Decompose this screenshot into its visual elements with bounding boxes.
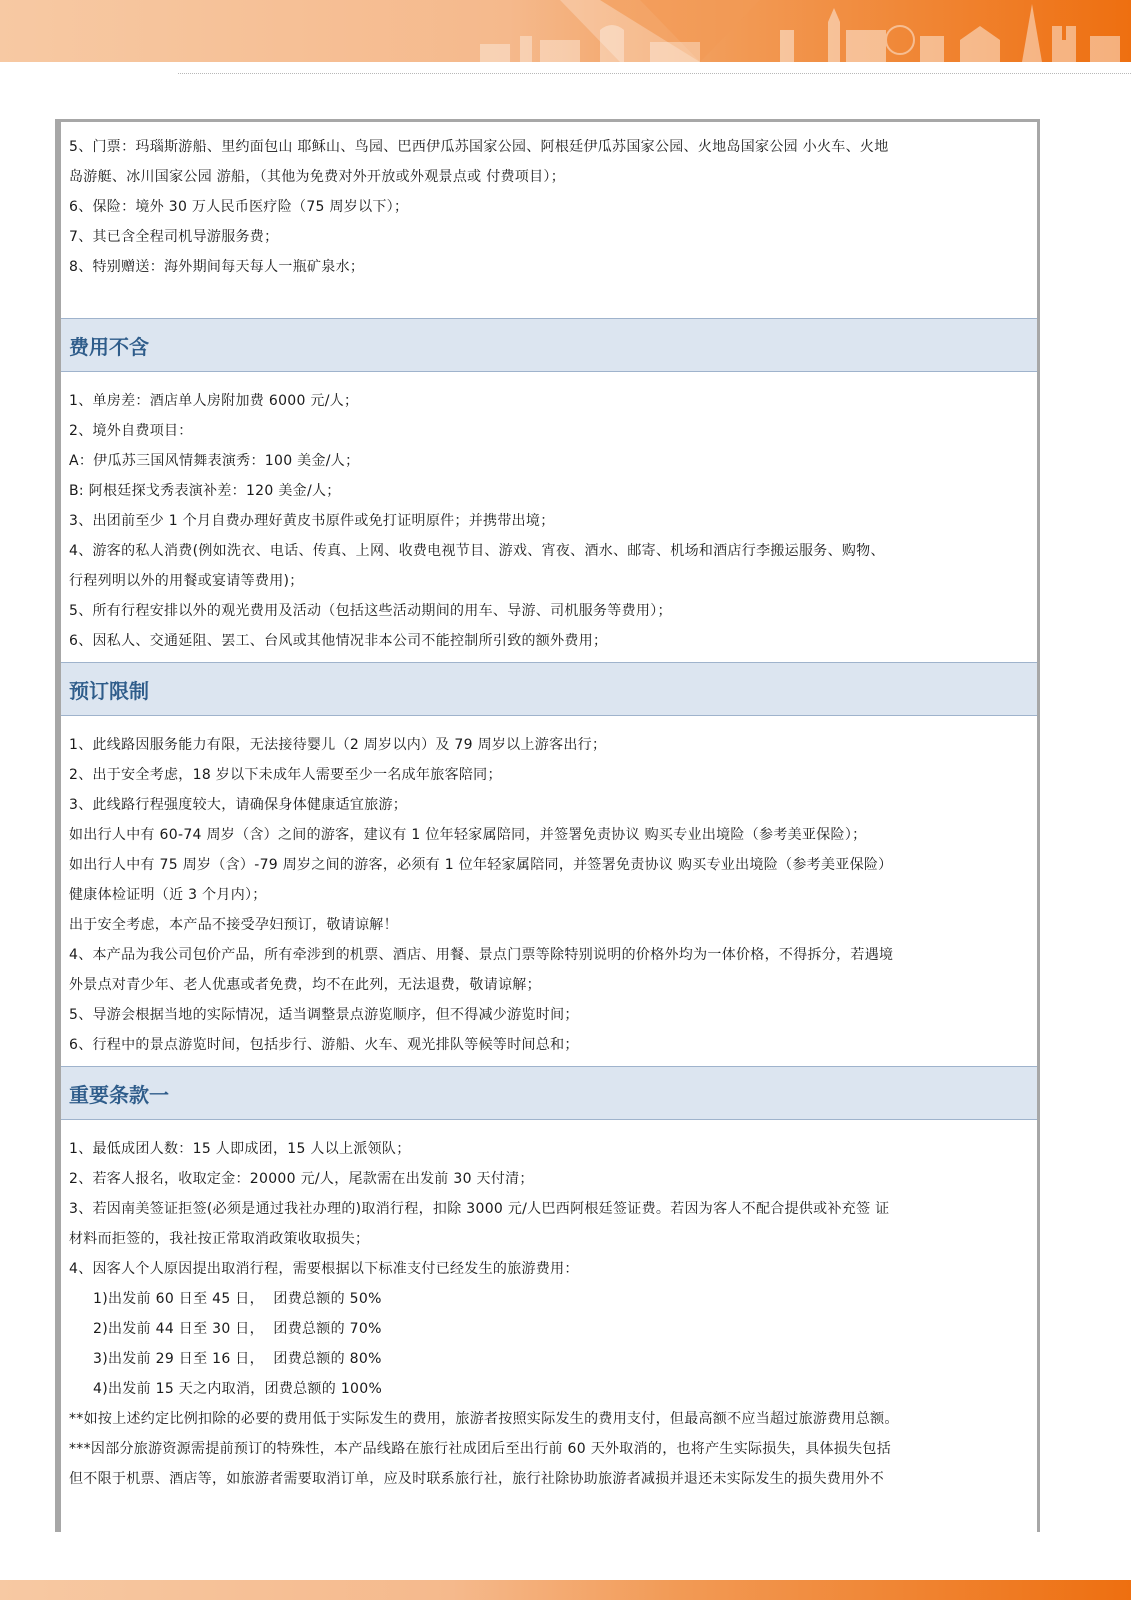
- section-header-booking-restrictions: 预订限制: [61, 662, 1037, 716]
- list-item: B: 阿根廷探戈秀表演补差：120 美金/人；: [69, 483, 341, 499]
- list-item: 行程列明以外的用餐或宴请等费用)；: [69, 573, 304, 589]
- list-item: 材料而拒签的，我社按正常取消政策收取损失；: [69, 1231, 370, 1247]
- list-item: 5、所有行程安排以外的观光费用及活动（包括这些活动期间的用车、导游、司机服务等费用）；: [69, 603, 672, 619]
- list-item: 1、单房差：酒店单人房附加费 6000 元/人；: [69, 393, 359, 409]
- list-item: 1、最低成团人数：15 人即成团，15 人以上派领队；: [69, 1141, 411, 1157]
- cancellation-tier: 4)出发前 15 天之内取消，团费总额的 100%: [93, 1381, 383, 1397]
- bottom-banner: [0, 1580, 1131, 1600]
- list-item: 2、若客人报名，收取定金：20000 元/人，尾款需在出发前 30 天付清；: [69, 1171, 534, 1187]
- important-terms-block: [61, 1120, 1037, 1494]
- content-frame: [55, 119, 1040, 1532]
- list-item: 1、此线路因服务能力有限，无法接待婴儿（2 周岁以内）及 79 周岁以上游客出行；: [69, 737, 607, 753]
- skyline-decoration: [0, 0, 1131, 62]
- fees-excluded-block: [61, 372, 1037, 662]
- list-item: 如出行人中有 60-74 周岁（含）之间的游客，建议有 1 位年轻家属陪同，并签署免责协议 购买专业出境险（参考美亚保险）；: [69, 827, 867, 843]
- list-item: A：伊瓜苏三国风情舞表演秀：100 美金/人；: [69, 453, 360, 469]
- list-item: 如出行人中有 75 周岁（含）-79 周岁之间的游客，必须有 1 位年轻家属陪同，并签署免责协议 购买专业出境险（参考美亚保险）: [69, 857, 893, 873]
- list-item: 3、此线路行程强度较大，请确保身体健康适宜旅游；: [69, 797, 408, 813]
- booking-restrictions-block: [61, 716, 1037, 1066]
- intro-block: [61, 122, 1037, 318]
- header-rule: [178, 73, 1131, 74]
- intro-line: 5、门票：玛瑙斯游船、里约面包山 耶稣山、鸟园、巴西伊瓜苏国家公园、阿根廷伊瓜苏国家公园、火地岛国家公园 小火车、火地: [69, 139, 889, 155]
- cancellation-tier: 1)出发前 60 日至 45 日， 团费总额的 50%: [93, 1291, 382, 1307]
- list-item: 3、出团前至少 1 个月自费办理好黄皮书原件或免打证明原件；并携带出境；: [69, 513, 555, 529]
- note-line: **如按上述约定比例扣除的必要的费用低于实际发生的费用，旅游者按照实际发生的费用支付，但最高额不应当超过旅游费用总额。: [69, 1411, 899, 1427]
- list-item: 3、若因南美签证拒签(必须是通过我社办理的)取消行程，扣除 3000 元/人巴西阿根廷签证费。若因为客人不配合提供或补充签 证: [69, 1201, 890, 1217]
- note-line: ***因部分旅游资源需提前预订的特殊性，本产品线路在旅行社成团后至出行前 60 天外取消的，也将产生实际损失，具体损失包括: [69, 1441, 892, 1457]
- cancellation-tier: 2)出发前 44 日至 30 日， 团费总额的 70%: [93, 1321, 382, 1337]
- intro-line: 8、特别赠送：海外期间每天每人一瓶矿泉水；: [69, 259, 365, 275]
- top-banner: [0, 0, 1131, 62]
- list-item: 健康体检证明（近 3 个月内）；: [69, 887, 267, 903]
- intro-line: 岛游艇、冰川国家公园 游船，（其他为免费对外开放或外观景点或 付费项目）；: [69, 169, 565, 185]
- list-item: 2、出于安全考虑，18 岁以下未成年人需要至少一名成年旅客陪同；: [69, 767, 502, 783]
- intro-line: 7、其已含全程司机导游服务费；: [69, 229, 279, 245]
- cancellation-tier: 3)出发前 29 日至 16 日， 团费总额的 80%: [93, 1351, 382, 1367]
- list-item: 5、导游会根据当地的实际情况，适当调整景点游览顺序，但不得减少游览时间；: [69, 1007, 579, 1023]
- list-item: 6、因私人、交通延阻、罢工、台风或其他情况非本公司不能控制所引致的额外费用；: [69, 633, 608, 649]
- list-item: 出于安全考虑，本产品不接受孕妇预订，敬请谅解！: [69, 917, 398, 933]
- section-header-fees-excluded: 费用不含: [61, 318, 1037, 372]
- list-item: 外景点对青少年、老人优惠或者免费，均不在此列，无法退费，敬请谅解；: [69, 977, 541, 993]
- list-item: 4、本产品为我公司包价产品，所有牵涉到的机票、酒店、用餐、景点门票等除特别说明的价格外均为一体价格，不得拆分，若遇境: [69, 947, 894, 963]
- list-item: 2、境外自费项目：: [69, 423, 193, 439]
- note-line: 但不限于机票、酒店等，如旅游者需要取消订单，应及时联系旅行社，旅行社除协助旅游者减损并退还未实际发生的损失费用外不: [69, 1471, 885, 1487]
- list-item: 4、因客人个人原因提出取消行程，需要根据以下标准支付已经发生的旅游费用：: [69, 1261, 579, 1277]
- list-item: 4、游客的私人消费(例如洗衣、电话、传真、上网、收费电视节目、游戏、宵夜、酒水、邮寄、机场和酒店行李搬运服务、购物、: [69, 543, 885, 559]
- list-item: 6、行程中的景点游览时间，包括步行、游船、火车、观光排队等候等时间总和；: [69, 1037, 579, 1053]
- intro-line: 6、保险：境外 30 万人民币医疗险（75 周岁以下）；: [69, 199, 409, 215]
- section-header-important-terms: 重要条款一: [61, 1066, 1037, 1120]
